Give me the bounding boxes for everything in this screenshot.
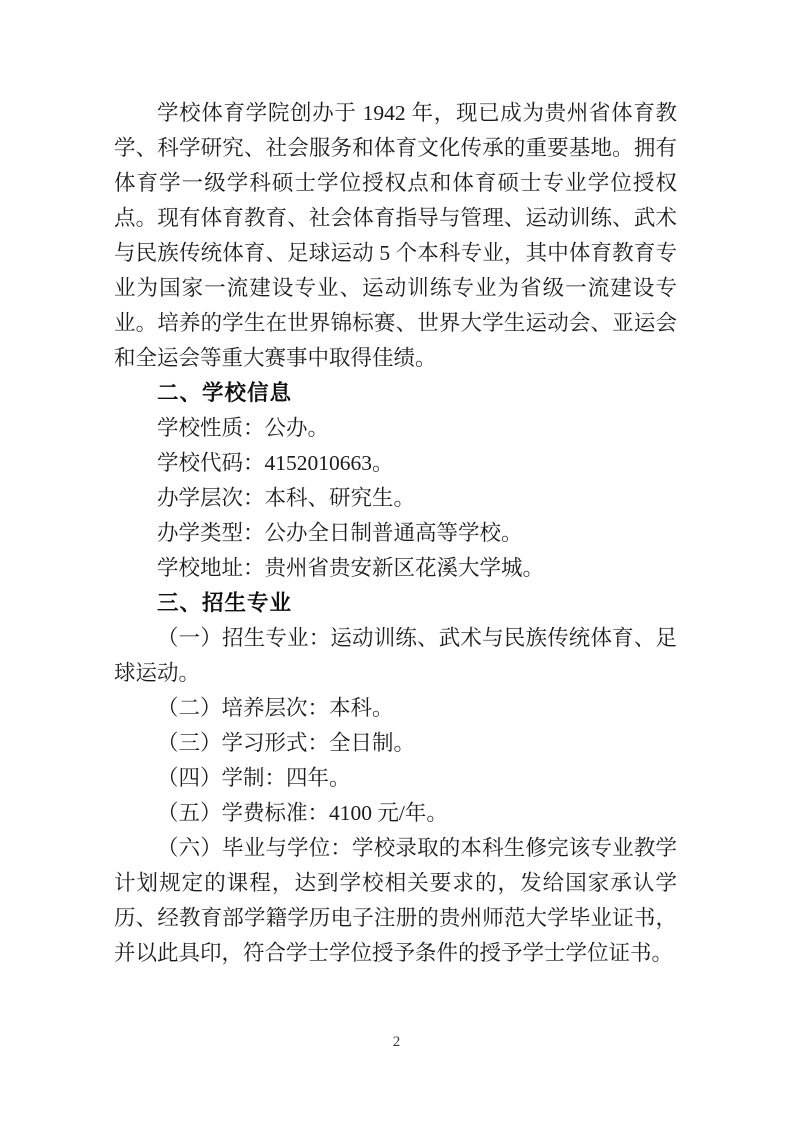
majors-item-graduation: （六）毕业与学位：学校录取的本科生修完该专业教学计划规定的课程，达到学校相关要求的，发给国家承认学历、经教育部学籍学历电子注册的贵州师范大学毕业证书，并以此具印，符合学士学位授予条件的授予学士学位证书。 — [114, 836, 677, 965]
intro-paragraph: 学校体育学院创办于 1942 年，现已成为贵州省体育教学、科学研究、社会服务和体育文化传承的重要基地。拥有体育学一级学科硕士学位授权点和体育硕士专业学位授权点。现有体育教育、社会体育指导与管理、运动训练、武术与民族传统体育、足球运动 5 个本科专业，其中体育教育专业为国家一流建设专业、运动训练专业为省级一流建设专业。培养的学生在世界锦标赛、世界大学生运动会、亚运会和全运会等重大赛事中取得佳绩。 — [114, 101, 677, 370]
school-info-item-code: 学校代码：4152010663。 — [157, 451, 394, 475]
document-body — [114, 96, 677, 971]
section-heading-majors: 三、招生专业 — [157, 591, 293, 615]
majors-item-tuition: （五）学费标准：4100 元/年。 — [157, 801, 448, 825]
school-info-item-nature: 学校性质：公办。 — [157, 416, 330, 440]
school-info-item-type: 办学类型：公办全日制普通高等学校。 — [157, 521, 523, 545]
page-number: 2 — [392, 1034, 401, 1050]
school-info-item-level: 办学层次：本科、研究生。 — [157, 486, 416, 510]
majors-item-degree-level: （二）培养层次：本科。 — [157, 696, 394, 720]
section-heading-school-info: 二、学校信息 — [157, 381, 293, 405]
majors-item-programs: （一）招生专业：运动训练、武术与民族传统体育、足球运动。 — [114, 626, 677, 685]
school-info-item-address: 学校地址：贵州省贵安新区花溪大学城。 — [157, 556, 545, 580]
majors-item-duration: （四）学制：四年。 — [157, 766, 351, 790]
majors-item-study-mode: （三）学习形式：全日制。 — [157, 731, 416, 755]
